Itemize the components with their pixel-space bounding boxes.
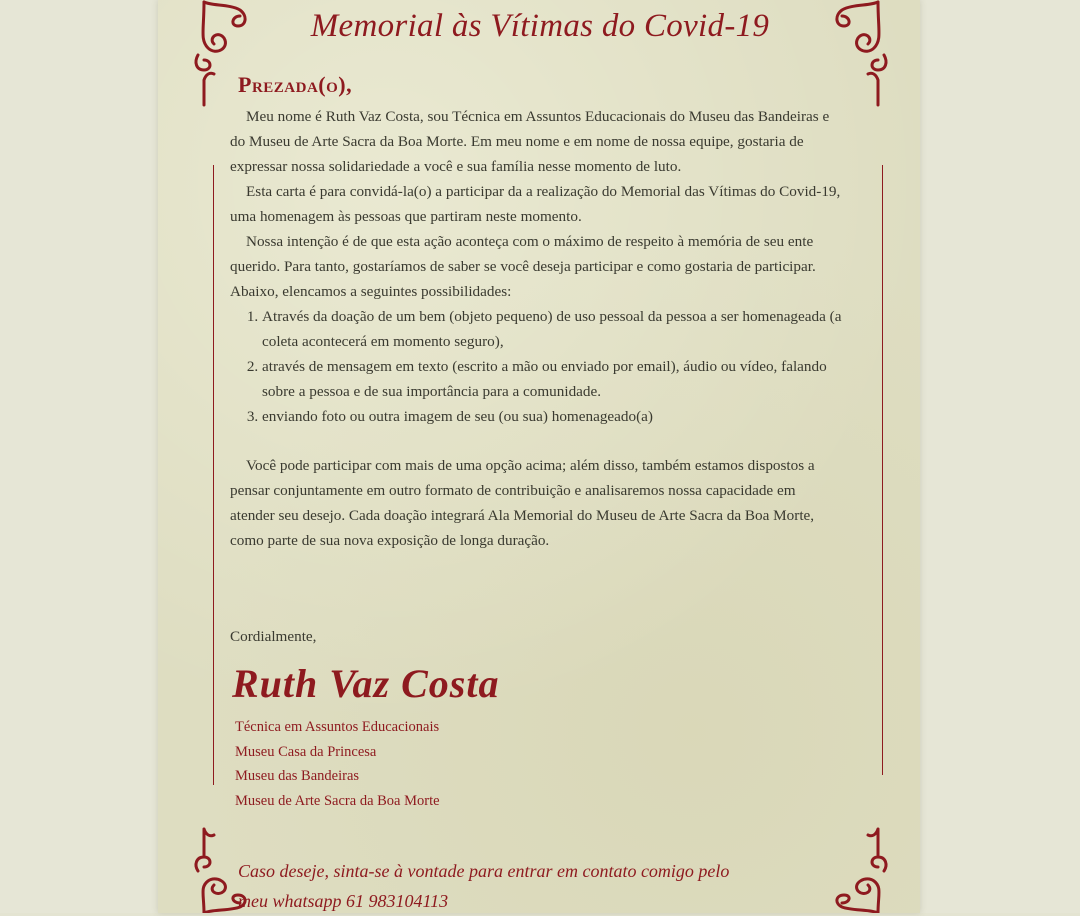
right-border-line — [882, 165, 883, 775]
sign-off: Cordialmente, — [230, 628, 317, 645]
contact-line: meu whatsapp 61 983104113 — [238, 891, 449, 911]
role-line: Museu Casa da Princesa — [235, 743, 377, 760]
role-line: Museu de Arte Sacra da Boa Morte — [235, 792, 440, 809]
contact-line: Caso deseje, sinta-se à vontade para entrar em contato comigo pelo — [238, 861, 730, 881]
role-line: Museu das Bandeiras — [235, 768, 360, 784]
left-background-strip — [0, 0, 158, 913]
signature: Ruth Vaz Costa — [232, 661, 500, 706]
contact-note — [238, 856, 838, 916]
paragraph: Nossa intenção é de que esta ação aconteça com o máximo de respeito à memória de seu ente querido. Para tanto, gostaríamos de saber se você deseja participar e como gostaria de participar. Abaixo, elencamos a seguintes possibilidades: — [230, 233, 816, 300]
list-item: 3. enviando foto ou outra imagem de seu (ou sua) homenageado(a) — [262, 404, 842, 429]
paragraph: Meu nome é Ruth Vaz Costa, sou Técnica em Assuntos Educacionais do Museu das Bandeiras e do Museu de Arte Sacra da Boa Morte. Em meu nome e em nome de nossa equipe, gostaria de expressar nossa solidariedade a você e sua família nesse momento de luto. — [230, 108, 830, 175]
paragraph: Esta carta é para convidá-la(o) a participar da a realização do Memorial das Vítimas do Covid-19, uma homenagem às pessoas que partiram neste momento. — [230, 183, 841, 225]
greeting: Prezada(o), — [238, 72, 353, 97]
letter-body — [230, 104, 842, 553]
left-border-line — [213, 165, 214, 785]
signature-roles — [235, 715, 440, 813]
letter-title: Memorial às Vítimas do Covid-19 — [310, 8, 770, 44]
list-item: 1. Através da doação de um bem (objeto pequeno) de uso pessoal da pessoa a ser homenageada (a coleta acontecerá em momento seguro), — [262, 304, 842, 354]
role-line: Técnica em Assuntos Educacionais — [235, 719, 440, 735]
options-list — [230, 304, 842, 429]
list-item: 2. através de mensagem em texto (escrito a mão ou enviado por email), áudio ou vídeo, falando sobre a pessoa e de sua importância para a comunidade. — [262, 354, 842, 404]
paragraph: Você pode participar com mais de uma opção acima; além disso, também estamos dispostos a pensar conjuntamente em outro formato de contribuição e analisaremos nossa capacidade em atender seu desejo. Cada doação integrará Ala Memorial do Museu de Arte Sacra da Boa Morte, como parte de sua nova exposição de longa duração. — [230, 457, 815, 549]
right-background-strip — [920, 0, 1080, 913]
